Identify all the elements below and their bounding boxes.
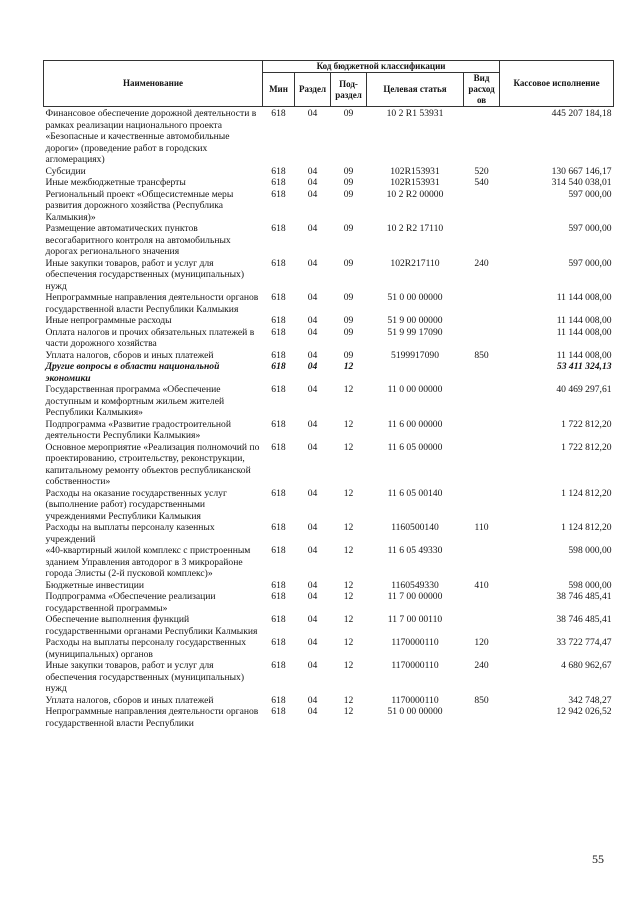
row-razdel: 04 (307, 545, 318, 556)
row-celevaya: 51 9 99 17090 (387, 326, 443, 338)
table-row (44, 442, 614, 488)
row-celevaya: 1160549330 (391, 579, 439, 591)
row-celevaya: 51 9 00 00000 (387, 315, 443, 326)
row-name: Иные закупки товаров, работ и услуг для обеспечения государственных (муниципальных) нужд (45, 257, 245, 292)
row-podrazdel: 12 (343, 579, 354, 591)
row-sum: 342 748,27 (568, 694, 612, 706)
row-sum: 4 680 962,67 (561, 660, 612, 671)
row-min: 618 (271, 315, 286, 326)
table-row (44, 361, 614, 384)
table-row (44, 258, 614, 293)
table-row (44, 591, 614, 614)
row-vid: 240 (474, 257, 489, 269)
row-celevaya: 1170000110 (391, 694, 439, 706)
row-razdel: 04 (307, 694, 318, 706)
row-name: Бюджетные инвестиции (45, 579, 144, 591)
row-celevaya: 102R153931 (390, 165, 440, 177)
row-min: 618 (271, 349, 286, 361)
row-razdel: 04 (307, 418, 318, 430)
table-body (44, 107, 614, 730)
row-celevaya (367, 361, 464, 384)
row-celevaya: 1170000110 (391, 660, 439, 671)
row-razdel: 04 (307, 487, 318, 499)
row-sum: 597 000,00 (568, 223, 612, 234)
row-min: 618 (271, 108, 286, 119)
header-vid: Вид расход ов (464, 73, 500, 107)
table-row (44, 223, 614, 258)
row-razdel: 04 (307, 349, 318, 361)
row-min: 618 (271, 223, 286, 234)
row-celevaya: 51 0 00 00000 (387, 706, 443, 717)
row-celevaya: 10 2 R2 00000 (386, 188, 444, 200)
row-podrazdel: 12 (343, 694, 354, 706)
row-razdel: 04 (307, 579, 318, 591)
row-vid: 520 (474, 165, 489, 177)
table-header (44, 61, 614, 107)
row-celevaya: 11 0 00 00000 (387, 384, 443, 395)
row-celevaya: 11 6 05 00000 (387, 441, 443, 453)
table-row (44, 580, 614, 592)
row-name: Государственная программа «Обеспечение доступным и комфортным жильем жителей Республики Калмыкия» (45, 384, 225, 418)
row-celevaya: 1170000110 (391, 637, 439, 648)
table-row (44, 637, 614, 660)
row-min: 618 (271, 165, 286, 177)
row-podrazdel: 09 (343, 188, 354, 200)
row-razdel: 04 (307, 614, 318, 625)
row-vid (464, 384, 500, 419)
table-row (44, 315, 614, 327)
table-row (44, 177, 614, 189)
row-min: 618 (271, 441, 286, 453)
row-name: «40-квартирный жилой комплекс с пристроенным зданием Управления автодорог в 3 микрорайоне города Элисты (2-й пусковой комплекс)» (45, 545, 251, 579)
row-sum: 38 746 485,41 (556, 591, 612, 602)
header-podrazdel: Под-раздел (331, 73, 367, 107)
row-sum: 53 411 324,13 (556, 361, 612, 372)
row-podrazdel: 12 (343, 591, 354, 602)
table-row (44, 189, 614, 224)
row-podrazdel: 12 (343, 522, 354, 533)
row-sum: 130 667 146,17 (551, 165, 612, 177)
row-name: Иные непрограммные расходы (45, 315, 172, 326)
row-vid (464, 545, 500, 580)
row-min: 618 (271, 177, 286, 188)
row-vid: 240 (474, 660, 489, 671)
row-razdel: 04 (307, 522, 318, 533)
row-vid (464, 614, 500, 637)
table-row (44, 107, 614, 166)
row-sum: 598 000,00 (568, 579, 612, 591)
row-name: Основное мероприятие «Реализация полномочий по проектированию, строительству, реконструкции, капитальному ремонту объектов республиканской собственности» (45, 441, 260, 487)
row-celevaya: 11 7 00 00110 (387, 614, 443, 625)
row-razdel: 04 (307, 637, 318, 648)
row-min: 618 (271, 361, 286, 372)
row-celevaya: 10 2 R2 17110 (386, 223, 444, 234)
row-celevaya: 102R153931 (390, 177, 440, 188)
row-vid (464, 327, 500, 350)
row-min: 618 (271, 487, 286, 499)
row-min: 618 (271, 384, 286, 395)
row-sum: 11 144 008,00 (556, 326, 612, 338)
row-podrazdel: 12 (343, 361, 354, 372)
row-name: Иные межбюджетные трансферты (45, 177, 186, 188)
row-vid (464, 488, 500, 523)
table-row (44, 292, 614, 315)
row-min: 618 (271, 660, 286, 671)
row-vid (464, 591, 500, 614)
row-sum: 1 722 812,20 (561, 441, 612, 453)
table-row (44, 545, 614, 580)
row-razdel: 04 (307, 223, 318, 234)
page-number: 55 (592, 852, 604, 866)
row-sum: 11 144 008,00 (556, 349, 612, 361)
row-sum: 11 144 008,00 (556, 315, 612, 326)
row-podrazdel: 12 (343, 441, 354, 453)
row-min: 618 (271, 326, 286, 338)
row-min: 618 (271, 614, 286, 625)
row-podrazdel: 09 (343, 257, 354, 269)
row-min: 618 (271, 637, 286, 648)
row-podrazdel: 09 (343, 223, 354, 234)
row-razdel: 04 (307, 384, 318, 395)
row-podrazdel: 09 (343, 165, 354, 177)
row-min: 618 (271, 591, 286, 602)
header-razdel: Раздел (295, 73, 331, 107)
table-row (44, 166, 614, 178)
row-vid (464, 292, 500, 315)
row-sum: 598 000,00 (568, 545, 612, 556)
row-razdel: 04 (307, 441, 318, 453)
row-podrazdel: 12 (343, 384, 354, 395)
row-vid (464, 419, 500, 442)
row-celevaya: 5199917090 (391, 349, 439, 361)
row-name: Размещение автоматических пунктов весогабаритного контроля на автомобильных дорогах регионального значения (45, 223, 231, 257)
row-razdel: 04 (307, 361, 318, 372)
row-vid (464, 223, 500, 258)
row-razdel: 04 (307, 326, 318, 338)
row-celevaya: 11 6 00 00000 (387, 418, 443, 430)
row-celevaya: 1160500140 (391, 522, 439, 533)
row-min: 618 (271, 522, 286, 533)
row-podrazdel: 12 (343, 706, 354, 717)
row-podrazdel: 12 (343, 418, 354, 430)
row-razdel: 04 (307, 165, 318, 177)
row-razdel: 04 (307, 188, 318, 200)
table-row (44, 327, 614, 350)
row-podrazdel: 12 (343, 660, 354, 671)
row-name: Иные закупки товаров, работ и услуг для обеспечения государственных (муниципальных) нужд (45, 660, 245, 694)
row-sum: 1 124 812,20 (561, 487, 612, 499)
row-name: Другие вопросы в области национальной экономики (45, 361, 220, 384)
row-min: 618 (271, 418, 286, 430)
row-min: 618 (271, 579, 286, 591)
row-name: Расходы на выплаты персоналу государственных (муниципальных) органов (45, 637, 247, 660)
row-name: Субсидии (45, 165, 86, 177)
row-sum: 1 722 812,20 (561, 418, 612, 430)
header-classification-group: Код бюджетной классификации (263, 61, 500, 73)
row-vid: 110 (474, 522, 489, 533)
row-sum: 40 469 297,61 (556, 384, 612, 395)
row-name: Финансовое обеспечение дорожной деятельности в рамках реализации национального проекта «Безопасные и качественные автомобильные дороги» (проведение работ в городских агломерациях) (45, 108, 257, 165)
row-razdel: 04 (307, 257, 318, 269)
row-vid: 850 (474, 694, 489, 706)
row-razdel: 04 (307, 315, 318, 326)
row-sum: 33 722 774,47 (556, 637, 612, 648)
row-sum: 1 124 812,20 (561, 522, 612, 533)
row-celevaya: 10 2 R1 53931 (386, 108, 444, 119)
row-vid: 850 (474, 349, 489, 361)
row-razdel: 04 (307, 108, 318, 119)
row-min: 618 (271, 545, 286, 556)
row-name: Непрограммные направления деятельности органов государственной власти Республики Калмыкия (45, 292, 259, 315)
row-vid: 540 (474, 177, 489, 188)
row-sum: 597 000,00 (568, 257, 612, 269)
row-vid (464, 442, 500, 488)
row-sum: 12 942 026,52 (556, 706, 612, 717)
table-row (44, 614, 614, 637)
row-razdel: 04 (307, 660, 318, 671)
row-podrazdel: 12 (343, 614, 354, 625)
row-min: 618 (271, 188, 286, 200)
row-podrazdel: 09 (343, 108, 354, 119)
row-podrazdel: 09 (343, 349, 354, 361)
row-vid (464, 361, 500, 384)
row-min: 618 (271, 706, 286, 717)
row-podrazdel: 09 (343, 292, 354, 303)
row-celevaya: 11 6 05 49330 (387, 545, 443, 556)
row-name: Обеспечение выполнения функций государственными органами Республики Калмыкия (45, 614, 258, 637)
row-vid (464, 107, 500, 166)
row-vid (464, 315, 500, 327)
row-podrazdel: 09 (343, 326, 354, 338)
row-vid: 410 (474, 579, 489, 591)
row-name: Подпрограмма «Развитие градостроительной деятельности Республики Калмыкия» (45, 418, 231, 441)
row-podrazdel: 12 (343, 637, 354, 648)
table-row (44, 350, 614, 362)
row-name: Расходы на оказание государственных услуг (выполнение работ) государственными учреждениями Республики Калмыкия (45, 487, 227, 522)
row-name: Оплата налогов и прочих обязательных платежей в части дорожного хозяйства (45, 326, 255, 349)
row-razdel: 04 (307, 177, 318, 188)
table-row (44, 384, 614, 419)
row-razdel: 04 (307, 292, 318, 303)
row-name: Подпрограмма «Обеспечение реализации государственной программы» (45, 591, 216, 614)
table-row (44, 419, 614, 442)
table-row (44, 706, 614, 729)
table-row (44, 522, 614, 545)
header-min: Мин (263, 73, 295, 107)
row-name: Региональный проект «Общесистемные меры развития дорожного хозяйства (Республика Калмыкия)» (45, 188, 234, 223)
row-sum: 597 000,00 (568, 188, 612, 200)
table-row (44, 695, 614, 707)
row-sum: 11 144 008,00 (556, 292, 612, 303)
row-sum: 38 746 485,41 (556, 614, 612, 625)
row-podrazdel: 09 (343, 177, 354, 188)
row-podrazdel: 12 (343, 545, 354, 556)
row-sum: 445 207 184,18 (551, 108, 612, 119)
table-row (44, 660, 614, 695)
row-podrazdel: 09 (343, 315, 354, 326)
row-vid: 120 (474, 637, 489, 648)
header-name: Наименование (44, 61, 263, 107)
row-name: Расходы на выплаты персоналу казенных учреждений (45, 522, 215, 545)
header-kassovoe: Кассовое исполнение (500, 61, 614, 107)
row-sum: 314 540 038,01 (551, 177, 612, 188)
row-min: 618 (271, 292, 286, 303)
row-vid (464, 706, 500, 729)
row-name: Уплата налогов, сборов и иных платежей (45, 349, 214, 361)
row-celevaya: 11 6 05 00140 (387, 487, 443, 499)
row-name: Непрограммные направления деятельности органов государственной власти Республики (45, 706, 259, 729)
row-podrazdel: 12 (343, 487, 354, 499)
row-celevaya: 51 0 00 00000 (387, 292, 443, 303)
header-celevaya: Целевая статья (367, 73, 464, 107)
row-name: Уплата налогов, сборов и иных платежей (45, 694, 214, 706)
budget-table (43, 60, 614, 729)
row-razdel: 04 (307, 706, 318, 717)
table-row (44, 488, 614, 523)
row-razdel: 04 (307, 591, 318, 602)
row-min: 618 (271, 694, 286, 706)
row-min: 618 (271, 257, 286, 269)
row-vid (464, 189, 500, 224)
row-celevaya: 102R217110 (390, 257, 440, 269)
row-celevaya: 11 7 00 00000 (387, 591, 443, 602)
